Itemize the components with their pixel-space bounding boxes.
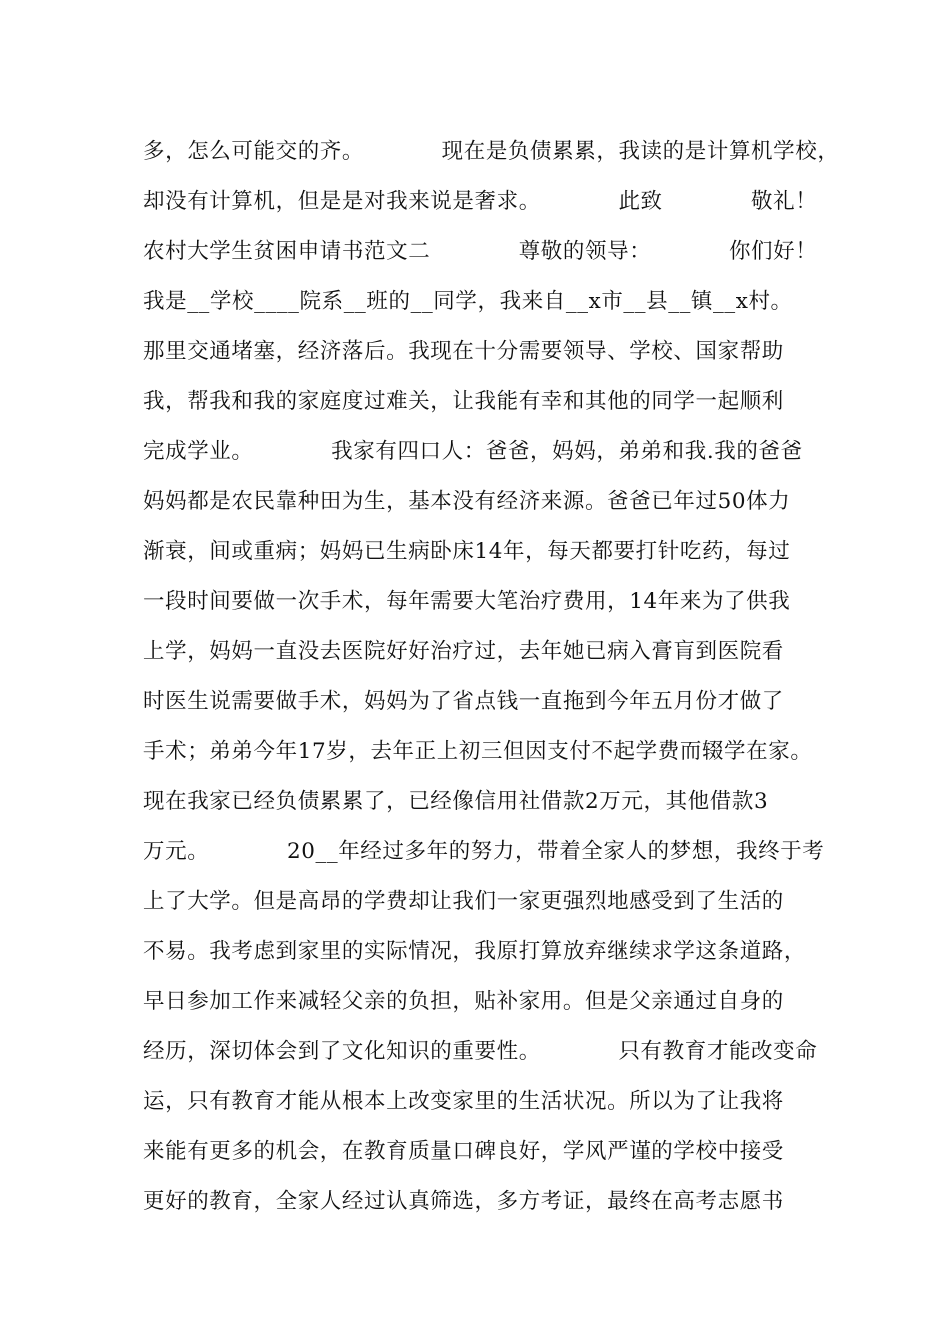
text-line: 手术；弟弟今年17岁，去年正上初三但因支付不起学费而辍学在家。 xyxy=(143,739,813,764)
text-line: 完成学业。 我家有四口人：爸爸，妈妈，弟弟和我.我的爸爸 xyxy=(143,439,803,464)
text-line: 不易。我考虑到家里的实际情况，我原打算放弃继续求学这条道路， xyxy=(143,939,807,964)
text-line: 妈妈都是农民靠种田为生，基本没有经济来源。爸爸已年过50体力 xyxy=(143,489,791,514)
text-line: 一段时间要做一次手术，每年需要大笔治疗费用，14年来为了供我 xyxy=(143,589,791,614)
text-line: 更好的教育，全家人经过认真筛选，多方考证，最终在高考志愿书 xyxy=(143,1189,784,1214)
text-line: 我是__学校____院系__班的__同学，我来自__x市__县__镇__x村。 xyxy=(143,289,793,314)
text-line: 现在我家已经负债累累了，已经像信用社借款2万元，其他借款3 xyxy=(143,789,769,814)
document-body xyxy=(143,127,840,1227)
text-line: 那里交通堵塞，经济落后。我现在十分需要领导、学校、国家帮助 xyxy=(143,339,784,364)
text-line: 早日参加工作来减轻父亲的负担，贴补家用。但是父亲通过自身的 xyxy=(143,989,784,1014)
text-line: 运，只有教育才能从根本上改变家里的生活状况。所以为了让我将 xyxy=(143,1089,784,1114)
text-line: 上了大学。但是高昂的学费却让我们一家更强烈地感受到了生活的 xyxy=(143,889,784,914)
text-line: 经历，深切体会到了文化知识的重要性。 只有教育才能改变命 xyxy=(143,1039,818,1064)
text-line: 农村大学生贫困申请书范文二 尊敬的领导： 你们好！ xyxy=(143,239,818,264)
text-line: 渐衰，间或重病；妈妈已生病卧床14年，每天都要打针吃药，每过 xyxy=(143,539,791,564)
text-line: 多，怎么可能交的齐。 现在是负债累累，我读的是计算机学校， xyxy=(143,139,840,164)
text-line: 时医生说需要做手术，妈妈为了省点钱一直拖到今年五月份才做了 xyxy=(143,689,784,714)
text-line: 来能有更多的机会，在教育质量口碑良好，学风严谨的学校中接受 xyxy=(143,1139,784,1164)
text-line: 万元。 20__年经过多年的努力，带着全家人的梦想，我终于考 xyxy=(143,839,825,864)
text-line: 我，帮我和我的家庭度过难关，让我能有幸和其他的同学一起顺利 xyxy=(143,389,784,414)
text-line: 却没有计算机，但是是对我来说是奢求。 此致 敬礼！ xyxy=(143,189,818,214)
text-line: 上学，妈妈一直没去医院好好治疗过，去年她已病入膏肓到医院看 xyxy=(143,639,784,664)
